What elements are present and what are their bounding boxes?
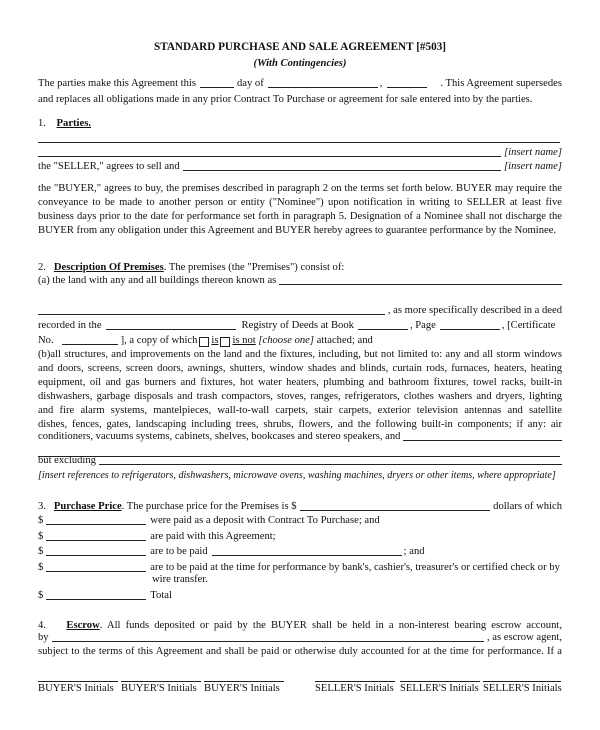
buyer-text-4: BUYER from any obligation under this Agreement and BUYER hereby agrees to guarantee performance by the Nominee. <box>38 225 557 236</box>
buyer-name-row: the "SELLER," agrees to sell and [insert name] <box>38 161 562 172</box>
document-title: STANDARD PURCHASE AND SALE AGREEMENT [#503] <box>153 41 447 53</box>
structures-text-1: (b)all structures, and improvements on the land and the fixtures, including, but not limited to: any and all storm windows <box>38 349 562 360</box>
document-subtitle: (With Contingencies) <box>253 58 347 69</box>
total-amount-field[interactable] <box>46 590 146 600</box>
at-time-row: $ are to be paid at the time for performance by bank's, cashier's, treasurer's or certified check or by <box>38 562 560 573</box>
is-checkbox[interactable] <box>199 337 209 347</box>
to-be-paid-row: $ are to be paid ; and <box>38 546 425 557</box>
purchase-price-field[interactable] <box>300 501 491 511</box>
premises-address-field[interactable] <box>279 275 562 285</box>
year-field[interactable] <box>387 78 427 88</box>
structures-text-2: and doors, screens, screen doors, awnings, shutters, window shades and blinds, curtain rods, furnaces, heaters, heating <box>38 363 562 374</box>
structures-text-4: dishwashers, garbage disposals and trash compactors, stoves, ranges, refrigerators, clothes washers and dryers, lighting <box>38 391 562 402</box>
deposit-amount-field[interactable] <box>46 515 146 525</box>
section-escrow-heading: 4. Escrow. All funds deposited or paid by the BUYER shall be held in a non-interest bearing escrow account, <box>38 620 562 631</box>
is-not-checkbox[interactable] <box>220 337 230 347</box>
section-price-heading: 3. Purchase Price . The purchase price for the Premises is $ dollars of which <box>38 501 562 512</box>
seller-initials-1[interactable]: SELLER'S Initials <box>315 683 394 694</box>
premises-certificate-row: No. ], a copy of which is is not [choose one] attached; and <box>38 335 373 346</box>
premises-deed-row: , as more specifically described in a deed <box>38 304 562 317</box>
structures-text-6: dishes, fences, gates, landscaping including trees, shrubs, flowers, and the following built-in components; if any: air <box>38 419 562 430</box>
seller-initials-3[interactable]: SELLER'S Initials <box>483 683 562 694</box>
premises-land-row: (a) the land with any and all buildings thereon known as <box>38 274 562 287</box>
agreement-payment-field[interactable] <box>46 531 146 541</box>
excluding-note: [insert references to refrigerators, dishwashers, microwave ovens, washing machines, dryers or other items, where appropriate] <box>38 470 556 481</box>
total-row: $ Total <box>38 590 172 601</box>
excluded-items-field[interactable] <box>99 455 562 465</box>
seller-initials-line-1[interactable] <box>315 681 395 682</box>
structures-text-7: conditioners, vacuums systems, cabinets, shelves, bookcases and stereo speakers, and <box>38 430 562 443</box>
escrow-agent-field[interactable] <box>52 632 484 642</box>
seller-initials-line-3[interactable] <box>483 681 561 682</box>
seller-initials-2[interactable]: SELLER'S Initials <box>400 683 479 694</box>
seller-initials-line-2[interactable] <box>400 681 480 682</box>
section-parties-heading: 1. Parties. <box>38 118 91 129</box>
buyer-initials-3[interactable]: BUYER'S Initials <box>204 683 280 694</box>
book-field[interactable] <box>358 320 408 330</box>
closing-payment-field[interactable] <box>46 562 146 572</box>
escrow-subject-text: subject to the terms of this Agreement and shall be paid or otherwise duly accounted for at the time for performance. If a <box>38 646 562 657</box>
buyer-text-1: the "BUYER," agrees to buy, the premises described in paragraph 2 on the terms set forth below. BUYER may require the <box>38 183 562 194</box>
seller-name-row: [insert name] <box>38 146 562 159</box>
party-name-line-1[interactable] <box>38 142 560 143</box>
intro-line-2: and replaces all obligations made in any prior Contract To Purchase or agreement for sale entered into by the parties. <box>38 94 533 105</box>
buyer-initials-line-2[interactable] <box>121 681 201 682</box>
seller-name-field[interactable] <box>38 147 501 157</box>
buyer-initials-line-1[interactable] <box>38 681 118 682</box>
page-field[interactable] <box>440 320 500 330</box>
premises-registry-row: recorded in the Registry of Deeds at Book , Page , [Certificate <box>38 320 556 331</box>
deposit-row: $ were paid as a deposit with Contract To Purchase; and <box>38 515 380 526</box>
buyer-initials-2[interactable]: BUYER'S Initials <box>121 683 197 694</box>
intro-line-1: The parties make this Agreement this day of , . This Agreement supersedes <box>38 78 562 89</box>
county-field[interactable] <box>106 320 236 330</box>
buyer-initials-1[interactable]: BUYER'S Initials <box>38 683 114 694</box>
buyer-initials-line-3[interactable] <box>204 681 284 682</box>
future-payment-amount-field[interactable] <box>46 546 146 556</box>
structures-text-5: and fire alarm systems, mantelpieces, wall-to-wall carpets, stair carpets, exterior television antennas and satellite <box>38 405 562 416</box>
future-payment-date-field[interactable] <box>212 546 402 556</box>
month-field[interactable] <box>268 78 378 88</box>
structures-text-3: equipment, oil and gas burners and fixtures, hot water heaters, plumbing and bathroom fixtures, towel racks, built-in <box>38 377 562 388</box>
buyer-text-2: conveyance to be made to another person or entity ("Nominee") upon notification in writing to SELLER at least five <box>38 197 562 208</box>
paid-with-row: $ are paid with this Agreement; <box>38 531 276 542</box>
included-items-field[interactable] <box>403 431 562 441</box>
section-premises-heading: 2. Description Of Premises. The premises (the "Premises") consist of: <box>38 262 345 273</box>
escrow-agent-row: by , as escrow agent, <box>38 632 562 643</box>
buyer-name-field[interactable] <box>183 161 501 171</box>
wire-transfer-text: wire transfer. <box>152 574 208 585</box>
day-field[interactable] <box>200 78 234 88</box>
buyer-text-3: business days prior to the date for performance set forth in paragraph 5. Designation of a Nominee shall not discharge the <box>38 211 562 222</box>
excluding-row: but excluding <box>38 454 562 467</box>
premises-address-field-2[interactable] <box>38 305 385 315</box>
certificate-number-field[interactable] <box>62 335 118 345</box>
